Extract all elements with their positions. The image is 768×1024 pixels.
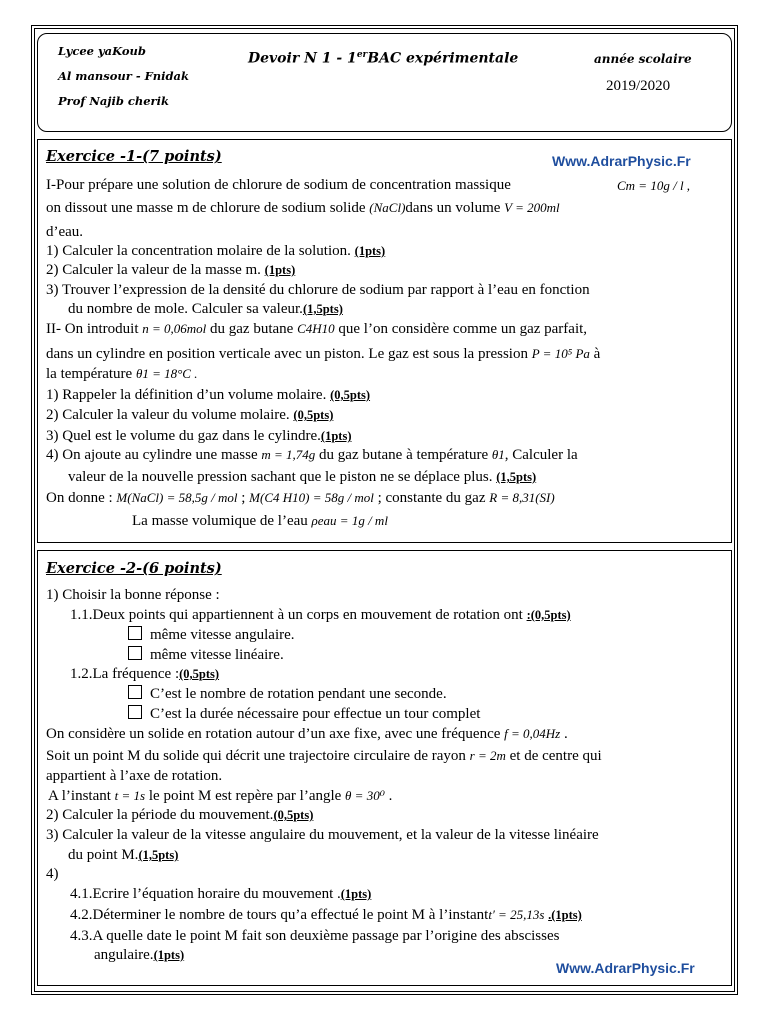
ex1-p4-cont: valeur de la nouvelle pression sachant que le piston ne se déplace plus. (1,5pts) — [68, 469, 537, 485]
school-year-label: année scolaire — [594, 52, 692, 66]
ex1-water-density: La masse volumique de l’eau ρeau = 1g / ml — [132, 513, 388, 529]
formula-time: t = 1s — [114, 788, 146, 803]
ex2-statement-3: appartient à l’axe de rotation. — [46, 768, 223, 784]
ex2-choice-2[interactable]: même vitesse linéaire. — [128, 646, 284, 664]
formula-angle: θ = 30⁰ — [345, 788, 385, 803]
formula-t-prime: t′ = 25,13s — [488, 907, 545, 922]
ex2-q41: 4.1.Ecrire l’équation horaire du mouvement .(1pts) — [70, 886, 372, 902]
formula-rho: ρeau = 1g / ml — [311, 513, 388, 528]
ex2-statement-1: On considère un solide en rotation autour d’un axe fixe, avec une fréquence f = 0,04Hz . — [46, 726, 568, 742]
ex1-part2-line-1: II- On introduit n = 0,06mol du gaz butane C4H10 que l’on considère comme un gaz parfait, — [46, 321, 588, 337]
ex1-q3-cont: du nombre de mole. Calculer sa valeur.(1,5pts) — [68, 301, 343, 317]
ex1-q1: 1) Calculer la concentration molaire de la solution. (1pts) — [46, 243, 386, 259]
checkbox-2[interactable] — [128, 646, 142, 660]
ex1-p4: 4) On ajoute au cylindre une masse m = 1,74g du gaz butane à température θ1, Calculer la — [46, 447, 578, 463]
ex2-q3: 3) Calculer la valeur de la vitesse angulaire du mouvement, et la valeur de la vitesse linéaire — [46, 827, 599, 843]
ex2-q43-cont: angulaire.(1pts) — [94, 947, 185, 963]
ex2-choice-3[interactable]: C’est le nombre de rotation pendant une seconde. — [128, 685, 447, 703]
ex2-q4: 4) — [46, 866, 59, 882]
site-link-top[interactable]: Www.AdrarPhysic.Fr — [552, 153, 691, 169]
ex2-q11: 1.1.Deux points qui appartiennent à un corps en mouvement de rotation ont :(0,5pts) — [70, 607, 571, 623]
formula-radius: r = 2m — [469, 748, 506, 763]
formula-cm: Cm = 10g / l , — [617, 178, 691, 193]
formula-theta1: θ1 = 18°C . — [135, 366, 198, 381]
checkbox-3[interactable] — [128, 685, 142, 699]
exam-title: Devoir N 1 - 1erBAC expérimentale — [248, 50, 519, 67]
ex1-p2: 2) Calculer la valeur du volume molaire. (0,5pts) — [46, 407, 334, 423]
ex1-line-1: I-Pour prépare une solution de chlorure de sodium de concentration massique — [46, 177, 511, 193]
checkbox-1[interactable] — [128, 626, 142, 640]
ex1-p3: 3) Quel est le volume du gaz dans le cylindre.(1pts) — [46, 428, 352, 444]
formula-frequency: f = 0,04Hz — [504, 726, 561, 741]
site-link-bottom[interactable]: Www.AdrarPhysic.Fr — [556, 960, 695, 976]
ex1-q2: 2) Calculer la valeur de la masse m. (1pts) — [46, 262, 296, 278]
ex1-part2-line-2: dans un cylindre en position verticale avec un piston. Le gaz est sous la pression P = 10⁵ Pa à — [46, 346, 601, 362]
formula-c4h10: C4H10 — [297, 321, 335, 336]
ex2-q1: 1) Choisir la bonne réponse : — [46, 587, 220, 603]
ex2-q3-cont: du point M.(1,5pts) — [68, 847, 179, 863]
ex1-line-2: on dissout une masse m de chlorure de sodium solide (NaCl)dans un volume V = 200ml — [46, 200, 560, 216]
ex2-q43: 4.3.A quelle date le point M fait son deuxième passage par l’origine des abscisses — [70, 928, 560, 944]
formula-volume: V = 200ml — [504, 200, 560, 215]
formula-r: R = 8,31(SI) — [489, 490, 555, 505]
formula-nacl: (NaCl) — [369, 200, 406, 215]
ex2-choice-4[interactable]: C’est la durée nécessaire pour effectue un tour complet — [128, 705, 480, 723]
ex1-part2-line-3: la température θ1 = 18°C . — [46, 366, 198, 382]
school-name: Lycee yaKoub — [58, 44, 146, 58]
formula-mass: m = 1,74g — [261, 447, 316, 462]
checkbox-4[interactable] — [128, 705, 142, 719]
school-city: Al mansour - Fnidak — [58, 69, 189, 83]
ex2-q12: 1.2.La fréquence :(0,5pts) — [70, 666, 220, 682]
exercise-2-title: Exercice -2-(6 points) — [46, 560, 222, 577]
ex2-q2: 2) Calculer la période du mouvement.(0,5pts) — [46, 807, 314, 823]
ex1-q3: 3) Trouver l’expression de la densité du chlorure de sodium par rapport à l’eau en fonction — [46, 282, 590, 298]
ex1-line-3: d’eau. — [46, 224, 84, 240]
ex2-statement-2: Soit un point M du solide qui décrit une trajectoire circulaire de rayon r = 2m et de centre qui — [46, 748, 602, 764]
formula-m-nacl: M(NaCl) = 58,5g / mol — [116, 490, 238, 505]
ex1-given: On donne : M(NaCl) = 58,5g / mol ; M(C4 H10) = 58g / mol ; constante du gaz R = 8,31(SI) — [46, 490, 555, 506]
ex2-q42: 4.2.Déterminer le nombre de tours qu’a effectué le point M à l’instantt′ = 25,13s .(1pts) — [70, 907, 582, 923]
ex2-statement-4: A l’instant t = 1s le point M est repère par l’angle θ = 30⁰ . — [48, 788, 393, 804]
exercise-1-title: Exercice -1-(7 points) — [46, 148, 222, 165]
formula-n: n = 0,06mol — [142, 321, 207, 336]
ex2-choice-1[interactable]: même vitesse angulaire. — [128, 626, 295, 644]
formula-m-butane: M(C4 H10) = 58g / mol — [249, 490, 374, 505]
school-year: 2019/2020 — [606, 78, 671, 94]
ex1-p1: 1) Rappeler la définition d’un volume molaire. (0,5pts) — [46, 387, 371, 403]
teacher-name: Prof Najib cherik — [58, 94, 169, 108]
formula-pressure: P = 10⁵ Pa — [531, 346, 590, 361]
